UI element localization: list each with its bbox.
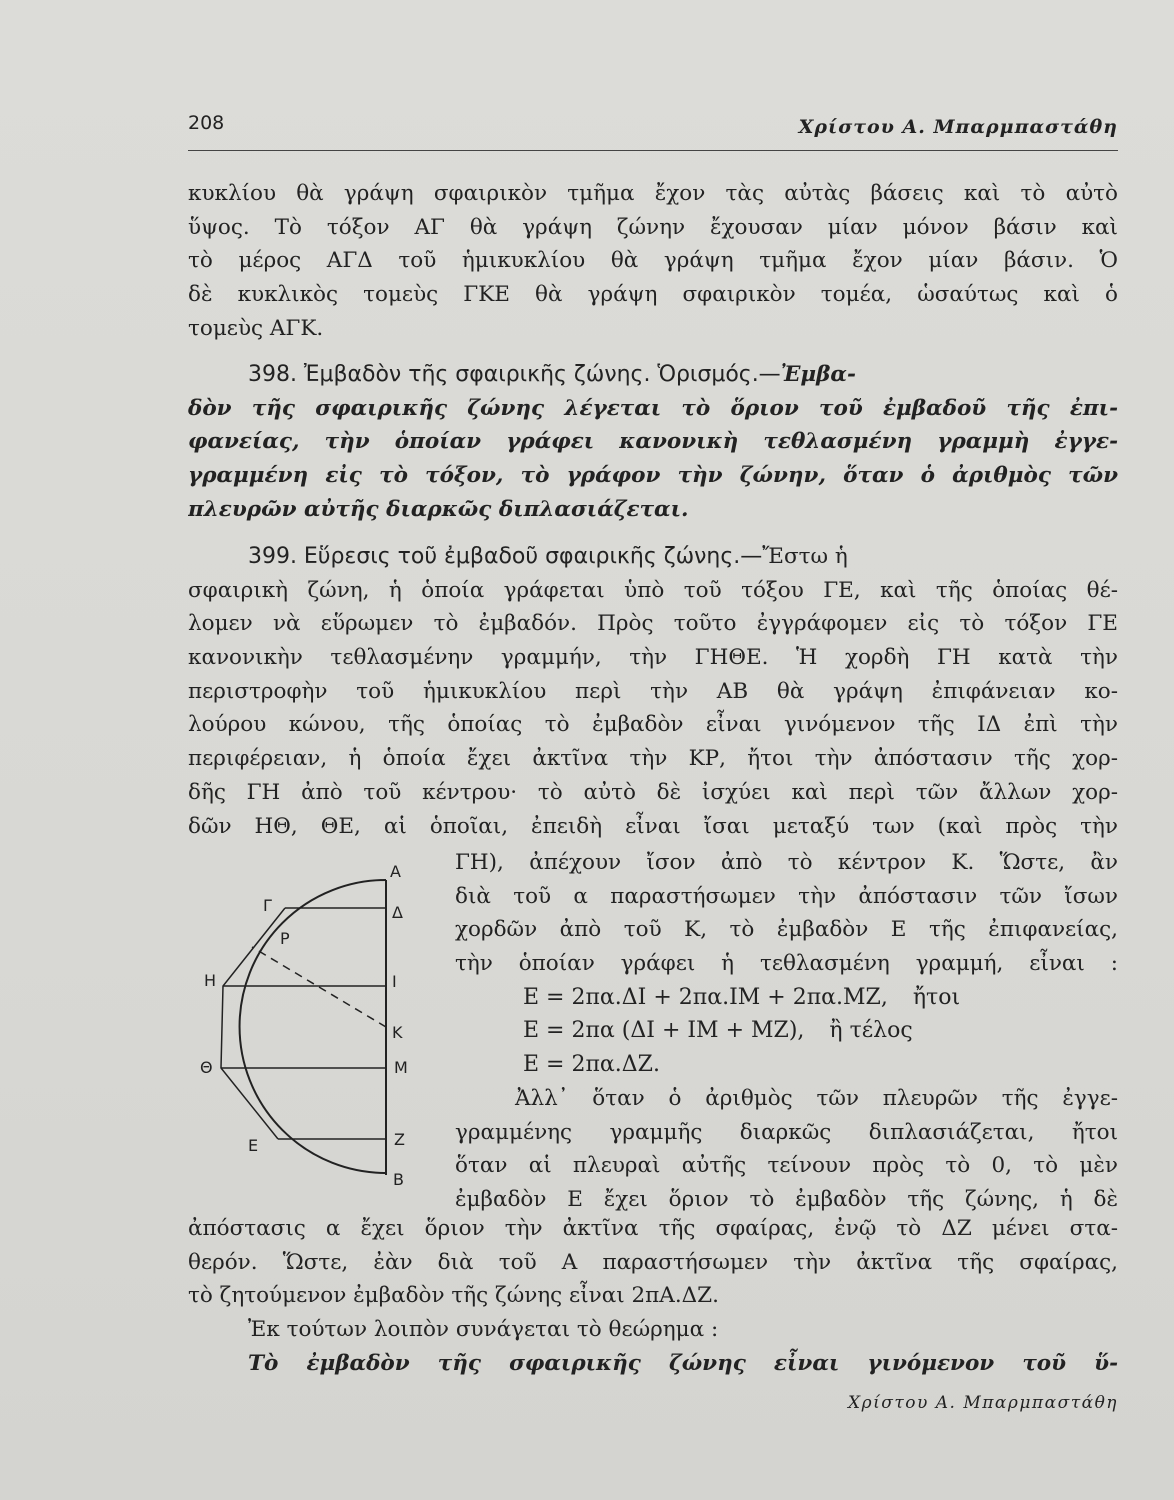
- running-head: Χρίστου Α. Μπαρμπαστάθη: [798, 116, 1118, 138]
- text-line: τομεὺς ΑΓΚ.: [188, 315, 324, 341]
- text-line: χορδῶν ἀπὸ τοῦ Κ, τὸ ἐμβαδὸν Ε τῆς ἐπιφανείας,: [455, 917, 1118, 943]
- theorem-text: Τὸ ἐμβαδὸν τῆς σφαιρικῆς ζώνης εἶναι γινόμενον τοῦ ὕ-: [248, 1350, 1118, 1376]
- label-R: Ρ: [280, 929, 290, 948]
- label-A: Α: [390, 862, 401, 881]
- section-398: [188, 358, 1118, 526]
- text-line: περιφέρειαν, ἡ ὁποία ἔχει ἀκτῖνα τὴν ΚΡ, ἤτοι τὴν ἀπόστασιν τῆς χορ-: [188, 746, 1118, 772]
- definition-line: φανείας, τὴν ὁποίαν γράφει κανονικὴ τεθλασμένη γραμμὴ ἐγγε-: [188, 429, 1118, 455]
- section-399: [188, 540, 1118, 843]
- text-line: λομεν νὰ εὕρωμεν τὸ ἐμβαδόν. Πρὸς τοῦτο ἐγγράφομεν εἰς τὸ τόξον ΓΕ: [188, 611, 1118, 637]
- label-D: Δ: [392, 903, 403, 922]
- label-H: Η: [204, 971, 217, 990]
- semicircle-arc: [240, 880, 386, 1173]
- formula: Ε = 2πα.ΔΙ + 2πα.ΙΜ + 2πα.ΜΖ,: [523, 984, 888, 1010]
- definition-start: Ἐμβα-: [780, 362, 856, 387]
- text-line: ἐμβαδὸν Ε ἔχει ὅριον τὸ ἐμβαδὸν τῆς ζώνης, ἡ δὲ: [455, 1186, 1118, 1212]
- label-E: Ε: [248, 1136, 259, 1155]
- footer-signature: Χρίστου Α. Μπαρμπαστάθη: [848, 1393, 1118, 1413]
- section-number: 398.: [248, 362, 297, 387]
- definition-line: γραμμένη εἰς τὸ τόξον, τὸ γράφον τὴν ζώνην, ὅταν ὁ ἀριθμὸς τῶν: [188, 463, 1118, 489]
- label-B: Β: [393, 1170, 404, 1189]
- formula-line: [455, 1014, 1118, 1048]
- text-line: κανονικὴν τεθλασμένην γραμμήν, τὴν ΓΗΘΕ. Ἡ χορδὴ ΓΗ κατὰ τὴν: [188, 645, 1118, 671]
- section-number: 399.: [248, 544, 297, 569]
- paragraph-continuation: [188, 177, 1118, 345]
- label-M: Μ: [394, 1058, 408, 1077]
- formula: Ε = 2πα.ΔΖ.: [523, 1052, 660, 1078]
- label-Z: Ζ: [394, 1130, 405, 1149]
- apothem-KR: [252, 947, 386, 1027]
- section-title: Ἐμβαδὸν τῆς σφαιρικῆς ζώνης.: [303, 362, 651, 387]
- section-399-text-start: Ἔστω ἡ: [762, 544, 848, 569]
- definition-line: δὸν τῆς σφαιρικῆς ζώνης λέγεται τὸ ὅριον τοῦ ἐμβαδοῦ τῆς ἐπι-: [188, 395, 1118, 421]
- definition-label: Ὁρισμός.—: [657, 362, 781, 387]
- text-line: διὰ τοῦ α παραστήσωμεν τὴν ἀπόστασιν τῶν ἴσων: [455, 883, 1118, 909]
- page-number: 208: [188, 112, 225, 134]
- label-I: Ι: [392, 972, 397, 991]
- section-398-heading: [188, 358, 1118, 392]
- conclusion-intro: Ἐκ τούτων λοιπὸν συνάγεται τὸ θεώρημα :: [248, 1317, 719, 1343]
- formula-line: [455, 981, 1118, 1015]
- text-line: τὸ μέρος ΑΓΔ τοῦ ἡμικυκλίου θὰ γράψη τμῆμα ἔχον μίαν βάσιν. Ὁ: [188, 248, 1118, 274]
- text-line: τὴν ὁποίαν γράφει ἡ τεθλασμένη γραμμή, εἶναι :: [455, 951, 1118, 977]
- text-line: δὲ κυκλικὸς τομεὺς ΓΚΕ θὰ γράψη σφαιρικὸν τομέα, ὡσαύτως καὶ ὁ: [188, 282, 1118, 308]
- label-TH: Θ: [200, 1058, 213, 1077]
- text-line: δῆς ΓΗ ἀπὸ τοῦ κέντρου· τὸ αὐτὸ δὲ ἰσχύει καὶ περὶ τῶν ἄλλων χορ-: [188, 779, 1118, 805]
- text-line: ἀπόστασις α ἔχει ὅριον τὴν ἀκτῖνα τῆς σφαίρας, ἐνῷ τὸ ΔΖ μένει στα-: [188, 1216, 1118, 1241]
- label-K: Κ: [392, 1023, 403, 1042]
- formula: Ε = 2πα (ΔΙ + ΙΜ + ΜΖ),: [523, 1018, 805, 1044]
- side-text: [455, 846, 1118, 1217]
- text-line: δῶν ΗΘ, ΘΕ, αἱ ὁποῖαι, ἐπειδὴ εἶναι ἴσαι μεταξύ των (καὶ πρὸς τὴν: [188, 813, 1118, 839]
- paragraph-after-figure: [188, 1212, 1118, 1380]
- text-line: γραμμένης γραμμῆς διαρκῶς διπλασιάζεται, ἤτοι: [455, 1119, 1118, 1145]
- text-line: κυκλίου θὰ γράψη σφαιρικὸν τμῆμα ἔχον τὰς αὐτὰς βάσεις καὶ τὸ αὐτὸ: [188, 181, 1118, 206]
- text-line: τὸ ζητούμενον ἐμβαδὸν τῆς ζώνης εἶναι 2πΑ.ΔΖ.: [188, 1283, 719, 1309]
- text-line: ΓΗ), ἀπέχουν ἴσον ἀπὸ τὸ κέντρον Κ. Ὥστε, ἂν: [455, 850, 1118, 875]
- page-header: [188, 110, 1118, 151]
- formula-line: [455, 1048, 1118, 1082]
- label-G: Γ: [263, 896, 272, 915]
- text-line: Ἀλλ᾽ ὅταν ὁ ἀριθμὸς τῶν πλευρῶν τῆς ἐγγε-: [515, 1085, 1118, 1111]
- text-line: ὕψος. Τὸ τόξον ΑΓ θὰ γράψη ζώνην ἔχουσαν μίαν μόνον βάσιν καὶ: [188, 214, 1118, 240]
- text-line: σφαιρικὴ ζώνη, ἡ ὁποία γράφεται ὑπὸ τοῦ τόξου ΓΕ, καὶ τῆς ὁποίας θέ-: [188, 577, 1118, 603]
- text-line: ὅταν αἱ πλευραὶ αὐτῆς τείνουν πρὸς τὸ 0, τὸ μὲν: [455, 1153, 1118, 1179]
- inscribed-polyline: [221, 908, 285, 1139]
- text-line: περιστροφὴν τοῦ ἡμικυκλίου περὶ τὴν ΑΒ θὰ γράψη ἐπιφάνειαν κο-: [188, 678, 1118, 704]
- zone-diagram: [190, 855, 450, 1195]
- section-title: Εὕρεσις τοῦ ἐμβαδοῦ σφαιρικῆς ζώνης.—: [303, 544, 763, 569]
- text-line: λούρου κώνου, τῆς ὁποίας τὸ ἐμβαδὸν εἶναι γινόμενον τῆς ΙΔ ἐπὶ τὴν: [188, 712, 1118, 738]
- formula-tail: ἢ τέλος: [829, 1018, 913, 1044]
- definition-line: πλευρῶν αὐτῆς διαρκῶς διπλασιάζεται.: [188, 496, 689, 522]
- text-line: θερόν. Ὥστε, ἐὰν διὰ τοῦ Α παραστήσωμεν τὴν ἀκτῖνα τῆς σφαίρας,: [188, 1249, 1118, 1275]
- formula-tail: ἤτοι: [912, 984, 961, 1010]
- section-399-heading: [188, 540, 1118, 574]
